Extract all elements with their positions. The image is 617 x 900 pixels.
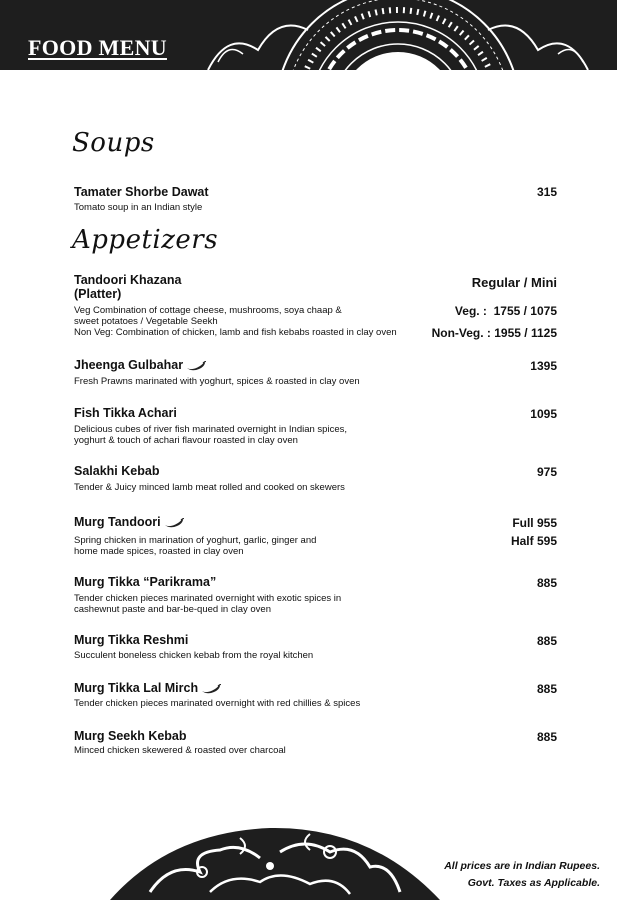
- item-description: Delicious cubes of river fish marinated overnight in Indian spices,: [74, 424, 347, 435]
- item-description: Non Veg: Combination of chicken, lamb and fish kebabs roasted in clay oven: [74, 327, 397, 338]
- item-name-row: [74, 358, 206, 372]
- section-heading-soups: Soups: [72, 128, 155, 158]
- price-header: Regular / Mini: [471, 275, 557, 290]
- chili-pepper-icon: [201, 684, 221, 694]
- item-description: Tender chicken pieces marinated overnight with red chillies & spices: [74, 698, 361, 709]
- item-name-sub: (Platter): [74, 287, 122, 301]
- item-name: Salakhi Kebab: [74, 464, 160, 478]
- item-price: 885: [536, 634, 557, 648]
- item-name: Murg Tikka Reshmi: [74, 633, 189, 647]
- price-note: [444, 858, 600, 892]
- item-price: 975: [536, 465, 557, 479]
- item-price-full: Full 955: [512, 516, 557, 530]
- item-description: yoghurt & touch of achari flavour roasted in clay oven: [74, 435, 298, 446]
- item-description: Tender & Juicy minced lamb meat rolled and cooked on skewers: [74, 482, 345, 493]
- item-name: Murg Tikka “Parikrama”: [74, 575, 217, 589]
- item-price-veg: Veg. : 1755 / 1075: [454, 304, 557, 318]
- item-name: Tandoori Khazana: [74, 273, 182, 287]
- item-price: 885: [536, 682, 557, 696]
- item-price: 1395: [530, 359, 557, 373]
- item-description: Veg Combination of cottage cheese, mushrooms, soya chaap &: [74, 305, 342, 316]
- ornament-footer: [110, 822, 440, 900]
- item-description: Minced chicken skewered & roasted over charcoal: [74, 745, 286, 756]
- item-price: 885: [536, 730, 557, 744]
- page-title: FOOD MENU: [28, 35, 167, 60]
- item-name: Jheenga Gulbahar: [74, 358, 184, 372]
- chili-pepper-icon: [186, 361, 206, 371]
- item-name: Murg Tandoori: [74, 515, 161, 529]
- item-name-row: [74, 515, 184, 529]
- item-description: Tender chicken pieces marinated overnight with exotic spices in: [74, 593, 342, 604]
- item-name-row: [74, 681, 221, 695]
- item-description: Succulent boneless chicken kebab from the royal kitchen: [74, 650, 314, 661]
- price-note-line: All prices are in Indian Rupees.: [444, 860, 600, 872]
- item-name: Murg Tikka Lal Mirch: [74, 681, 199, 695]
- item-price: 1095: [530, 407, 557, 421]
- section-heading-appetizers: Appetizers: [72, 225, 219, 255]
- item-price: 315: [536, 185, 557, 199]
- item-price-half: Half 595: [510, 534, 557, 548]
- item-description: cashewnut paste and bar-be-qued in clay oven: [74, 604, 271, 615]
- item-description: Spring chicken in marination of yoghurt, garlic, ginger and: [74, 535, 317, 546]
- item-name: Tamater Shorbe Dawat: [74, 185, 209, 199]
- item-description: Fresh Prawns marinated with yoghurt, spices & roasted in clay oven: [74, 376, 360, 387]
- item-name: Fish Tikka Achari: [74, 406, 177, 420]
- item-description: home made spices, roasted in clay oven: [74, 546, 244, 557]
- item-name: Murg Seekh Kebab: [74, 729, 187, 743]
- header-bar: [0, 0, 617, 70]
- item-price: 885: [536, 576, 557, 590]
- ornament-header: [188, 0, 608, 70]
- chili-pepper-icon: [164, 518, 184, 528]
- tax-note-line: Govt. Taxes as Applicable.: [467, 877, 600, 889]
- item-description: Tomato soup in an Indian style: [74, 202, 203, 213]
- item-description: sweet potatoes / Vegetable Seekh: [74, 316, 218, 327]
- item-price-nonveg: Non-Veg. : 1955 / 1125: [431, 326, 557, 340]
